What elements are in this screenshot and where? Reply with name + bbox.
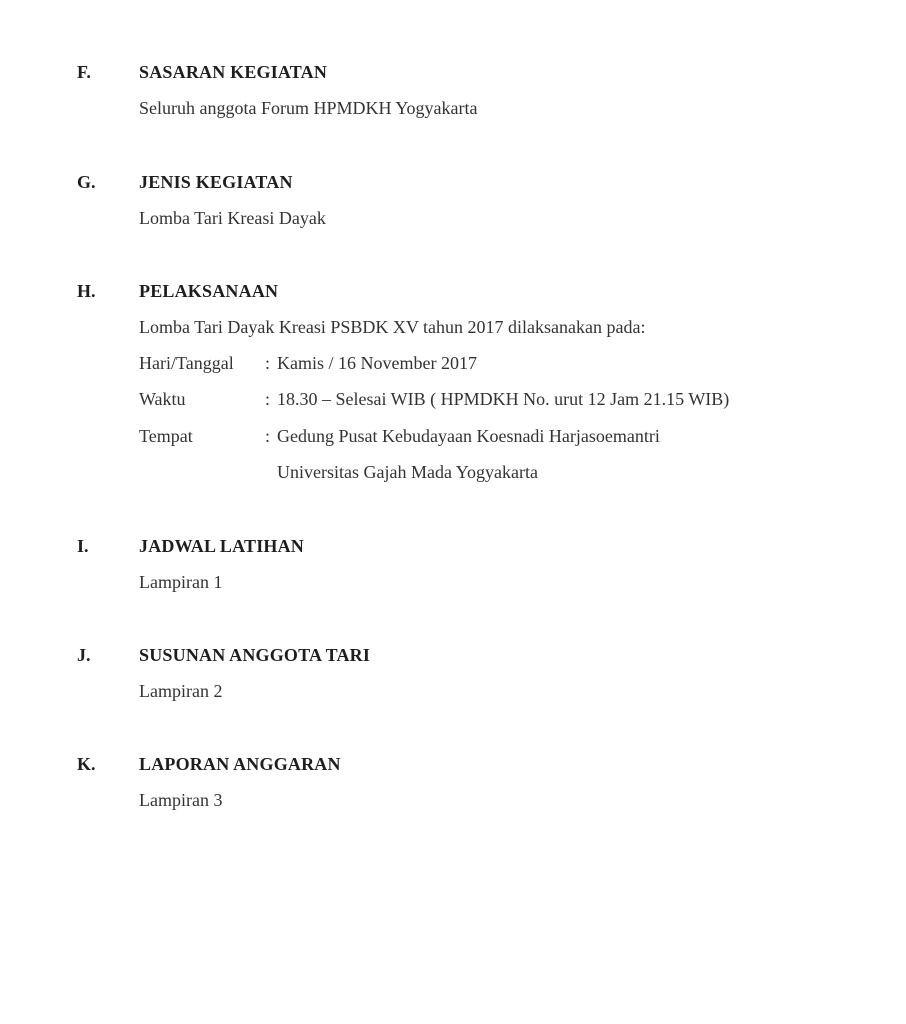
section-letter: F.	[77, 62, 91, 82]
section-body: Lomba Tari Dayak Kreasi PSBDK XV tahun 2017 dilaksanakan pada:	[139, 317, 646, 337]
section-body: Lampiran 3	[139, 790, 223, 810]
section-title: JADWAL LATIHAN	[139, 536, 304, 556]
section-body: Lampiran 1	[139, 572, 223, 592]
detail-label-waktu: Waktu	[139, 389, 186, 409]
section-letter: I.	[77, 536, 89, 556]
section-body: Seluruh anggota Forum HPMDKH Yogyakarta	[139, 98, 478, 118]
section-title: PELAKSANAAN	[139, 281, 279, 301]
section-title: SASARAN KEGIATAN	[139, 62, 328, 82]
section-body: Lampiran 2	[139, 681, 223, 701]
section-title: SUSUNAN ANGGOTA TARI	[139, 645, 371, 665]
section-letter: J.	[77, 645, 91, 665]
detail-value-hari-tanggal: Kamis / 16 November 2017	[277, 353, 477, 373]
section-letter: G.	[77, 172, 96, 192]
detail-colon: :	[265, 353, 271, 373]
section-letter: H.	[77, 281, 96, 301]
detail-value-tempat-continuation: Universitas Gajah Mada Yogyakarta	[277, 462, 538, 482]
detail-label-tempat: Tempat	[139, 426, 193, 446]
section-title: JENIS KEGIATAN	[139, 172, 293, 192]
detail-colon: :	[265, 389, 271, 409]
section-title: LAPORAN ANGGARAN	[139, 754, 341, 774]
detail-label-hari-tanggal: Hari/Tanggal	[139, 353, 234, 373]
detail-colon: :	[265, 426, 271, 446]
section-letter: K.	[77, 754, 96, 774]
detail-value-tempat: Gedung Pusat Kebudayaan Koesnadi Harjasoemantri	[277, 426, 660, 446]
detail-value-waktu: 18.30 – Selesai WIB ( HPMDKH No. urut 12 Jam 21.15 WIB)	[277, 389, 730, 409]
section-body: Lomba Tari Kreasi Dayak	[139, 208, 326, 228]
